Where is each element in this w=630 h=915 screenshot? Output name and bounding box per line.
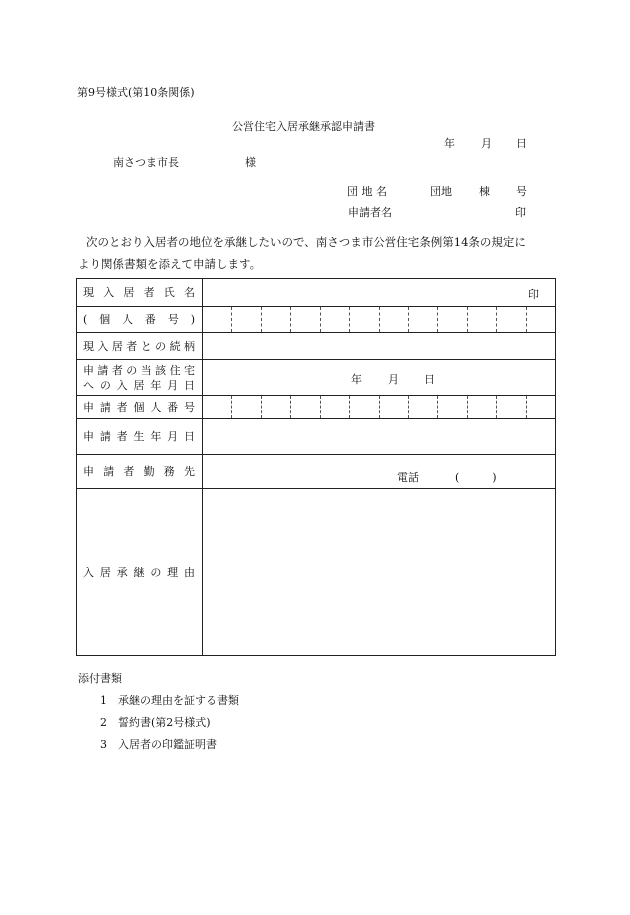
- applicant-number-field[interactable]: [203, 396, 556, 419]
- seal-mark-table: 印: [528, 288, 539, 301]
- attachment-num: 3: [100, 738, 107, 751]
- attachment-item: [100, 712, 239, 734]
- reason-label: 入居承継の理由: [77, 489, 203, 656]
- applicant-birthdate-label: 申請者生年月日: [77, 419, 203, 455]
- individual-number-field[interactable]: [203, 307, 556, 333]
- applicant-digit-cells: [203, 396, 555, 418]
- room-label: 号: [516, 185, 527, 198]
- address-label: 団 地 名: [347, 185, 387, 198]
- phone-label: 電話: [397, 471, 419, 484]
- applicant-workplace-label: 申請者勤務先: [77, 455, 203, 489]
- attachment-text: 承継の理由を証する書類: [118, 694, 239, 707]
- move-in-year: 年: [351, 373, 362, 386]
- form-number: 第9号様式(第10条関係): [77, 86, 195, 99]
- relationship-label: 現入居者との続柄: [77, 333, 203, 360]
- attachment-text: 誓約書(第2号様式): [118, 716, 211, 729]
- building-label: 棟: [479, 185, 490, 198]
- attachment-text: 入居者の印鑑証明書: [118, 738, 217, 751]
- applicant-number-label: 申請者個人番号: [77, 396, 203, 419]
- applicant-name-label: 申請者名: [348, 206, 392, 219]
- attachments-heading: 添付書類: [78, 672, 122, 685]
- applicant-birthdate-field[interactable]: [203, 419, 556, 455]
- attachment-num: 2: [100, 716, 107, 729]
- current-resident-name-field[interactable]: [203, 279, 556, 307]
- intro-line-2: より関係書類を添えて申請します。: [78, 257, 262, 271]
- attachment-item: [100, 734, 239, 756]
- individual-number-label: (個人番号): [77, 307, 203, 333]
- date-month-label: 月: [481, 137, 492, 150]
- move-in-date-label-line2: への入居年月日: [83, 378, 196, 392]
- danchi-label: 団地: [430, 185, 452, 198]
- attachment-item: [100, 690, 239, 712]
- attachments: [78, 668, 239, 756]
- reason-field[interactable]: [203, 489, 556, 656]
- attachment-num: 1: [100, 694, 107, 707]
- applicant-workplace-field[interactable]: [203, 455, 556, 489]
- move-in-date-label-line1: 申請者の当該住宅: [83, 363, 196, 377]
- intro-line-1: 次のとおり入居者の地位を承継したいので、南さつま市公営住宅条例第14条の規定に: [86, 235, 526, 249]
- move-in-date-field[interactable]: [203, 360, 556, 396]
- addressee: 南さつま市長: [113, 156, 179, 169]
- intro-text: [78, 231, 526, 275]
- move-in-month: 月: [388, 373, 399, 386]
- date-year-label: 年: [444, 137, 455, 150]
- current-resident-name-label: 現入居者氏名: [77, 279, 203, 307]
- digit-cells: [203, 307, 555, 332]
- phone-parens: ( ): [455, 471, 497, 484]
- document-title: 公営住宅入居承継承認申請書: [232, 120, 375, 133]
- date-day-label: 日: [516, 137, 527, 150]
- relationship-field[interactable]: [203, 333, 556, 360]
- seal-mark: 印: [515, 206, 526, 219]
- move-in-day: 日: [424, 373, 435, 386]
- honorific: 様: [245, 156, 256, 169]
- application-table: [76, 278, 556, 656]
- move-in-date-label: [77, 360, 203, 396]
